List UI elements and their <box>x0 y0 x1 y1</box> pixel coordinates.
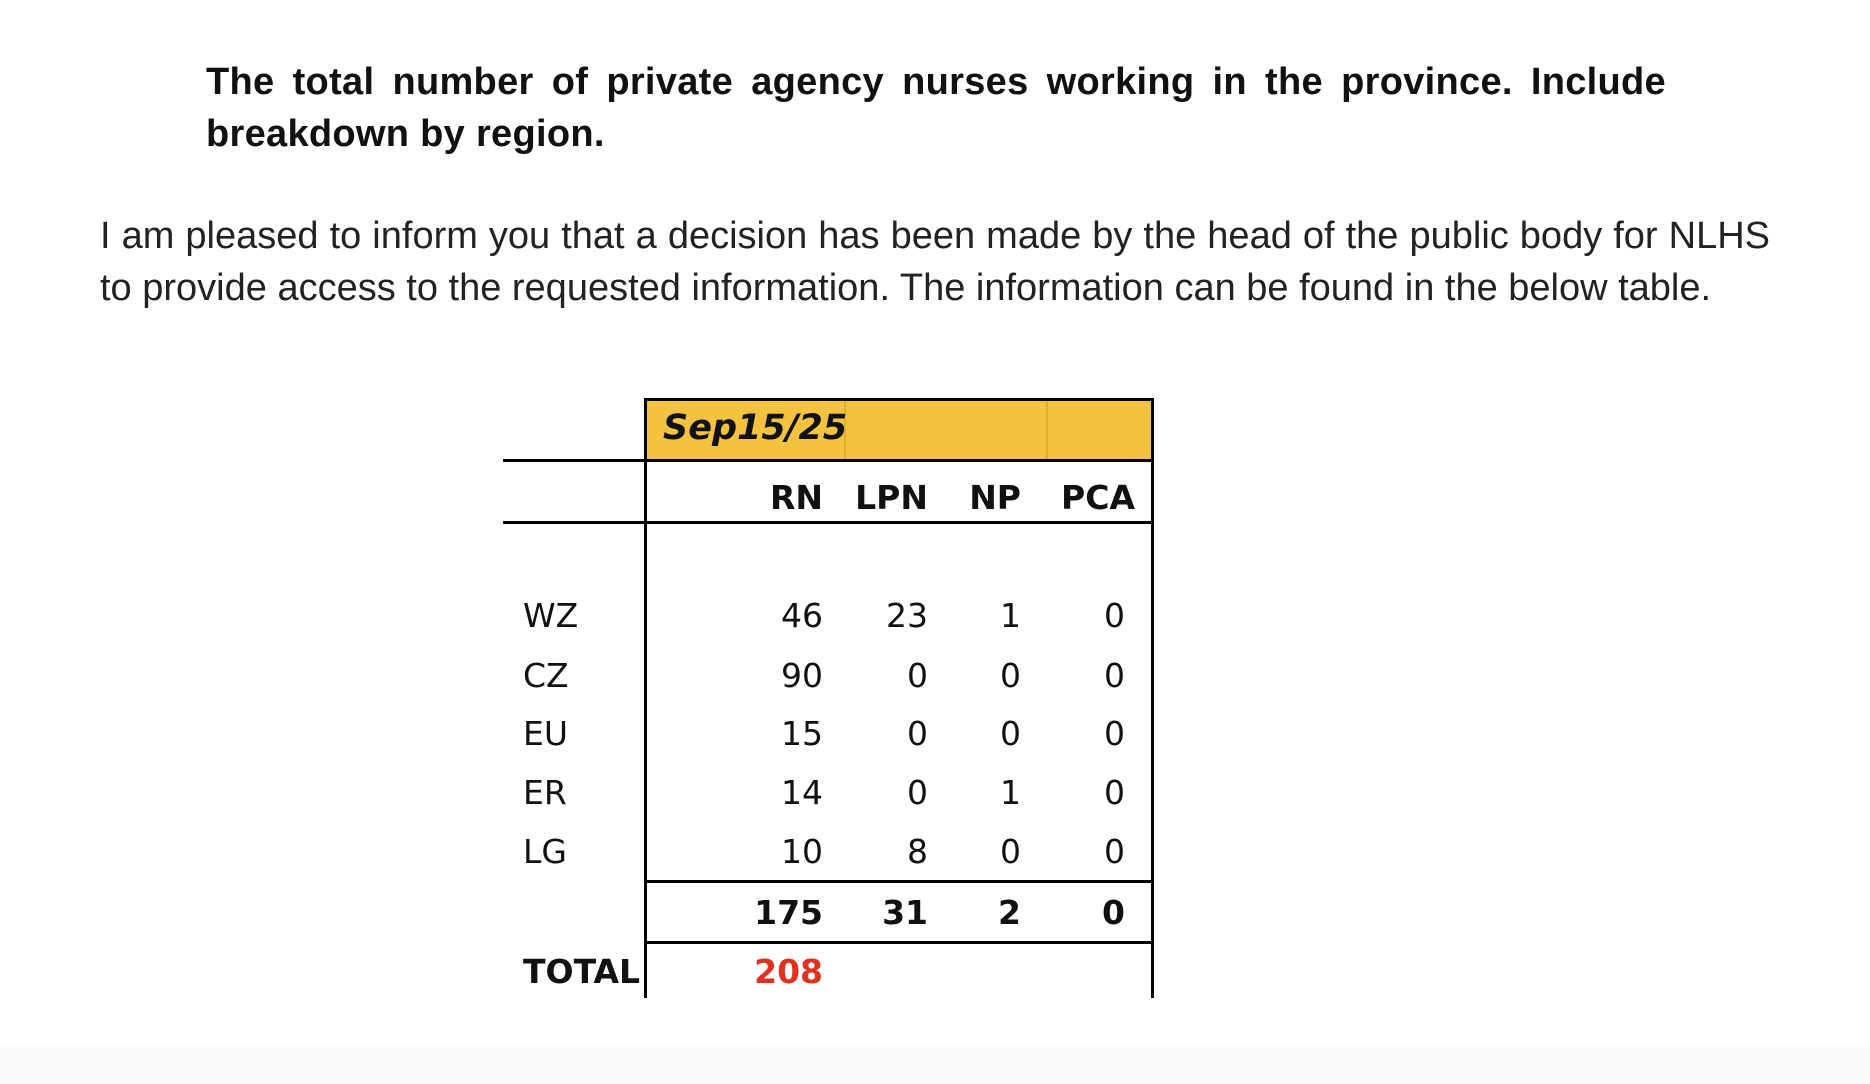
cell-pca: 0 <box>1104 832 1125 871</box>
column-header-np: NP <box>969 478 1021 517</box>
cell-np: 1 <box>1000 773 1021 812</box>
cell-pca: 0 <box>1104 596 1125 635</box>
table-border-top <box>644 398 1154 401</box>
subtotal-lpn: 31 <box>882 893 928 932</box>
cell-lpn: 8 <box>907 832 928 871</box>
subtotal-np: 2 <box>998 893 1021 932</box>
question-heading: The total number of private agency nurses working in the province. Include breakdown by region. <box>206 61 1666 155</box>
grand-total: 208 <box>754 952 823 991</box>
cell-rn: 46 <box>781 596 823 635</box>
column-header-pca: PCA <box>1061 478 1135 517</box>
page-bottom-band <box>0 1045 1870 1084</box>
cell-pca: 0 <box>1104 773 1125 812</box>
cell-rn: 14 <box>781 773 823 812</box>
total-label: TOTAL <box>523 952 641 991</box>
subtotal-rn: 175 <box>754 893 823 932</box>
cell-pca: 0 <box>1104 714 1125 753</box>
nurse-breakdown-table <box>503 398 1153 998</box>
table-border-right <box>1151 398 1154 998</box>
region-label: LG <box>523 832 567 871</box>
region-label: EU <box>523 714 569 753</box>
cell-lpn: 0 <box>907 656 928 695</box>
cell-lpn: 23 <box>886 596 928 635</box>
cell-rn: 90 <box>781 656 823 695</box>
table-border-left <box>644 398 647 998</box>
cell-lpn: 0 <box>907 773 928 812</box>
cell-rn: 10 <box>781 832 823 871</box>
cell-rn: 15 <box>781 714 823 753</box>
region-label: ER <box>523 773 567 812</box>
column-header-lpn: LPN <box>855 478 928 517</box>
column-header-rn: RN <box>769 478 823 517</box>
cell-pca: 0 <box>1104 656 1125 695</box>
subtotal-pca: 0 <box>1102 893 1125 932</box>
cell-np: 1 <box>1000 596 1021 635</box>
cell-lpn: 0 <box>907 714 928 753</box>
header-rule-bottom <box>503 521 1154 524</box>
subtotal-rule <box>644 880 1154 883</box>
answer-paragraph: I am pleased to inform you that a decision has been made by the head of the public body for NLHS to provide access to the requested information. The information can be found in the below table. <box>100 215 1770 309</box>
column-divider <box>1046 401 1048 459</box>
header-rule-top <box>503 459 1154 462</box>
table-date: Sep15/25 <box>663 408 848 448</box>
region-label: CZ <box>523 656 569 695</box>
region-label: WZ <box>523 596 579 635</box>
cell-np: 0 <box>1000 714 1021 753</box>
cell-np: 0 <box>1000 832 1021 871</box>
total-rule <box>644 941 1154 944</box>
cell-np: 0 <box>1000 656 1021 695</box>
